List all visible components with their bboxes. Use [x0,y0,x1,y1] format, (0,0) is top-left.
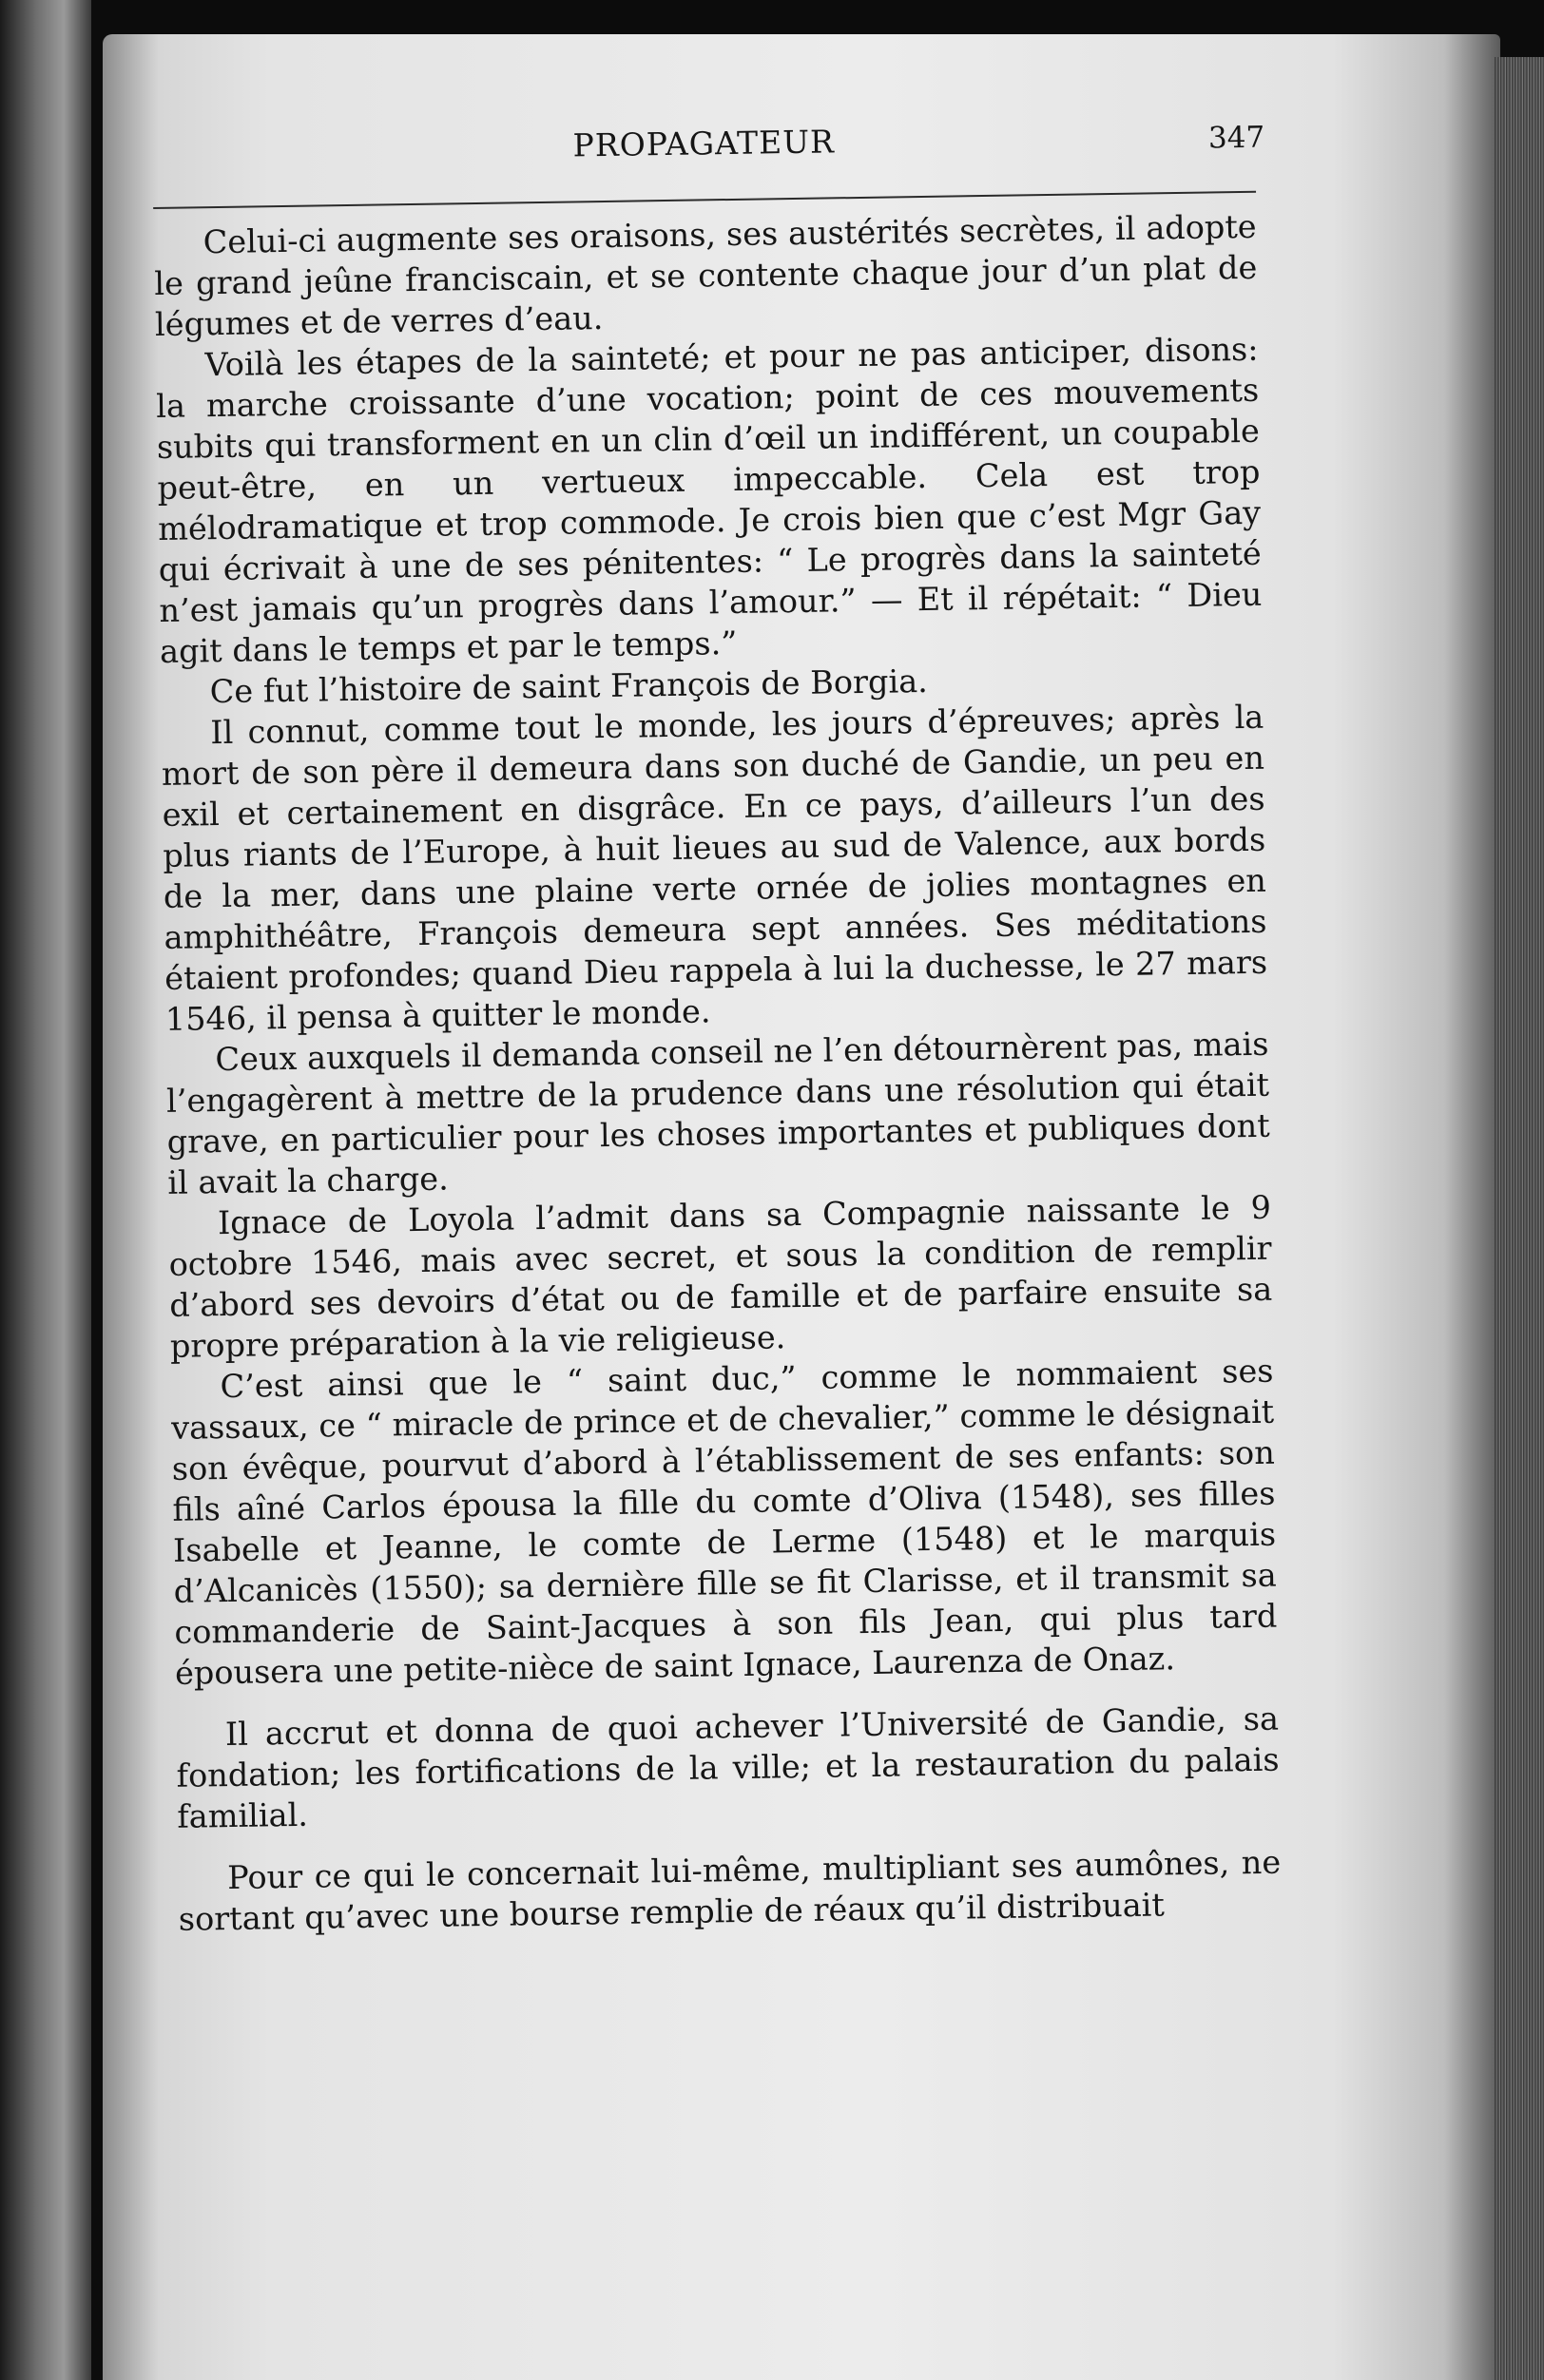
page-content [152,117,1282,1940]
body-text [153,206,1282,1940]
paragraph: Voilà les étapes de la sainteté; et pour ne pas anticiper, disons: la marche croissante d’une vocation; point de ces mouvements subits qui transforment en un clin d’œil un indifférent, un coupable peut-être, en un vertueux impeccable. Cela est trop mélodramatique et trop commode. Je crois bien que c’est Mgr Gay qui écrivait à une de ses pénitentes: “ Le progrès dans la sainteté n’est jamais qu’un progrès dans l’amour.” — Et il répétait: “ Dieu agit dans le temps et par le temps.” [155,330,1263,670]
paragraph: Ce fut l’histoire de saint François de Borgia. [209,662,929,711]
paragraph: Il connut, comme tout le monde, les jours d’épreuves; après la mort de son père il demeura dans son duché de Gandie, un peu en exil et certainement en disgrâce. En ce pays, d’ailleurs l’un des plus riants de l’Europe, à huit lieues au sud de Valence, aux bords de la mer, dans une plaine verte ornée de jolies montagnes en amphithéâtre, François demeura sept années. Ses méditations étaient profondes; quand Dieu rappela à lui la duchesse, le 27 mars 1546, il pensa à quitter le monde. [161,698,1268,1038]
page-stack-edge [1495,57,1544,2380]
paragraph: Pour ce qui le concernait lui-même, multipliant ses aumônes, ne sortant qu’avec une bourse remplie de réaux qu’il distribuait [178,1843,1282,1938]
paragraph: Il accrut et donna de quoi achever l’Université de Gandie, sa fondation; les fortifications de la ville; et la restauration du palais familial. [176,1699,1280,1835]
running-head-title: PROPAGATEUR [572,123,836,164]
paragraph: Ceux auxquels il demanda conseil ne l’en détournèrent pas, mais l’engagèrent à mettre de la prudence dans une résolution qui était grave, en particulier pour les choses importantes et publiques dont il avait la charge. [165,1025,1270,1201]
paragraph: Celui-ci augmente ses oraisons, ses austérités secrètes, il adopte le grand jeûne franciscain, et se contente chaque jour d’un plat de légumes et de verres d’eau. [154,207,1258,343]
page-number: 347 [1207,120,1265,156]
paragraph: C’est ainsi que le “ saint duc,” comme le nommaient ses vassaux, ce “ miracle de prince et de chevalier,” comme le désignait son évêque, pourvut d’abord à l’établissement de ses enfants: son fils aîné Carlos épousa la fille du comte d’Oliva (1548), ses filles Isabelle et Jeanne, le comte de Lerme (1548) et le marquis d’Alcanicès (1550); sa dernière fille se fit Clarisse, et il transmit sa commanderie de Saint-Jacques à son fils Jean, qui plus tard épousera une petite-nièce de saint Ignace, Laurenza de Onaz. [170,1352,1278,1692]
paragraph: Ignace de Loyola l’admit dans sa Compagnie naissante le 9 octobre 1546, mais avec secret, et sous la condition de remplir d’abord ses devoirs d’état ou de famille et de parfaire ensuite sa propre préparation à la vie religieuse. [168,1188,1273,1365]
previous-page-edge [0,0,91,2380]
